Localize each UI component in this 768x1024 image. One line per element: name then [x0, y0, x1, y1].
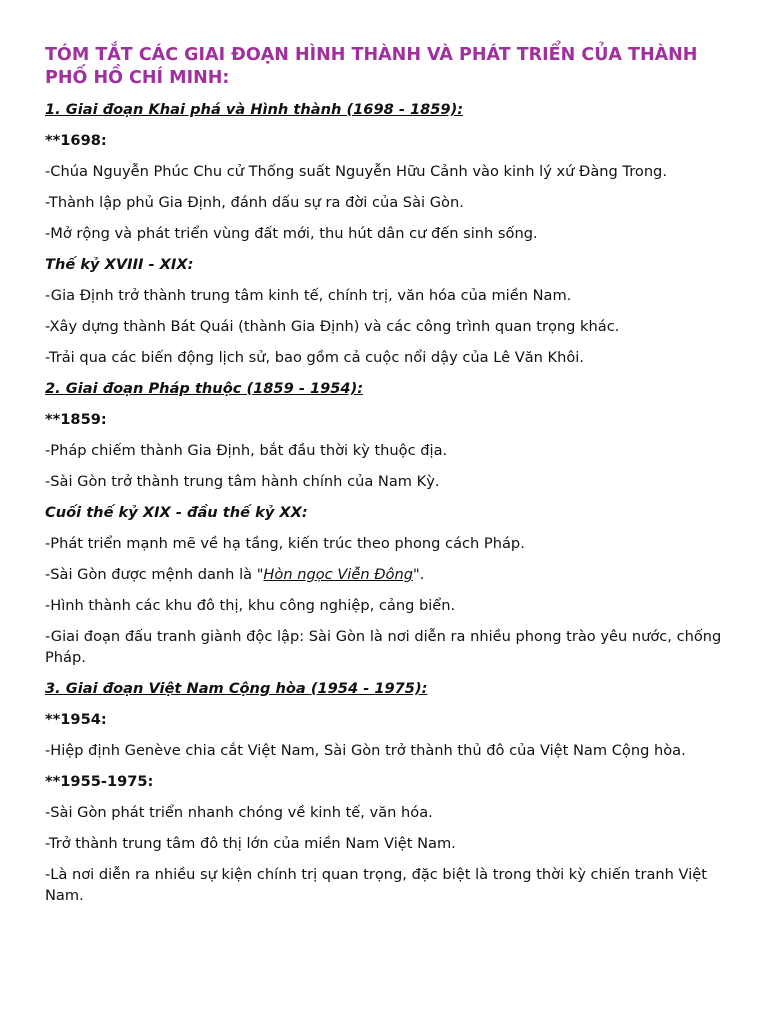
section-heading-3: 3. Giai đoạn Việt Nam Cộng hòa (1954 - 1975):	[45, 680, 428, 697]
pearl-prefix: -Sài Gòn được mệnh danh là "	[45, 566, 264, 583]
list-item: -Là nơi diễn ra nhiều sự kiện chính trị quan trọng, đặc biệt là trong thời kỳ chiến tranh Việt Nam.	[45, 866, 707, 904]
list-item: -Phát triển mạnh mẽ về hạ tầng, kiến trúc theo phong cách Pháp.	[45, 535, 525, 552]
list-item: -Xây dựng thành Bát Quái (thành Gia Định) và các công trình quan trọng khác.	[45, 318, 620, 335]
section-heading-2: 2. Giai đoạn Pháp thuộc (1859 - 1954):	[45, 380, 364, 397]
pearl-quote: Hòn ngọc Viễn Đông	[263, 566, 413, 583]
section-heading-1: 1. Giai đoạn Khai phá và Hình thành (1698 - 1859):	[45, 101, 464, 118]
list-item: -Hình thành các khu đô thị, khu công nghiệp, cảng biển.	[45, 597, 456, 614]
list-item: -Trở thành trung tâm đô thị lớn của miền Nam Việt Nam.	[45, 835, 456, 852]
list-item: -Giai đoạn đấu tranh giành độc lập: Sài Gòn là nơi diễn ra nhiều phong trào yêu nước, chống Pháp.	[45, 628, 722, 666]
list-item: -Trải qua các biến động lịch sử, bao gồm cả cuộc nổi dậy của Lê Văn Khôi.	[45, 349, 584, 366]
list-item: -Pháp chiếm thành Gia Định, bắt đầu thời kỳ thuộc địa.	[45, 442, 448, 459]
document-page	[45, 44, 725, 916]
list-item: -Sài Gòn phát triển nhanh chóng về kinh tế, văn hóa.	[45, 804, 433, 821]
list-item: -Gia Định trở thành trung tâm kinh tế, chính trị, văn hóa của miền Nam.	[45, 287, 572, 304]
year-1859: **1859:	[45, 411, 107, 428]
list-item: -Mở rộng và phát triển vùng đất mới, thu hút dân cư đến sinh sống.	[45, 225, 538, 242]
year-1955-1975: **1955-1975:	[45, 773, 154, 790]
list-item: -Chúa Nguyễn Phúc Chu cử Thống suất Nguyễn Hữu Cảnh vào kinh lý xứ Đàng Trong.	[45, 163, 667, 180]
list-item: -Hiệp định Genève chia cắt Việt Nam, Sài Gòn trở thành thủ đô của Việt Nam Cộng hòa.	[45, 742, 686, 759]
list-item: -Thành lập phủ Gia Định, đánh dấu sự ra đời của Sài Gòn.	[45, 194, 464, 211]
year-1954: **1954:	[45, 711, 107, 728]
year-1698: **1698:	[45, 132, 107, 149]
period-heading-18-19: Thế kỷ XVIII - XIX:	[45, 256, 194, 273]
document-title: TÓM TẮT CÁC GIAI ĐOẠN HÌNH THÀNH VÀ PHÁT TRIỂN CỦA THÀNH PHỐ HỒ CHÍ MINH:	[45, 45, 698, 88]
list-item-pearl	[45, 564, 725, 585]
pearl-suffix: ".	[412, 566, 425, 583]
list-item: -Sài Gòn trở thành trung tâm hành chính của Nam Kỳ.	[45, 473, 440, 490]
period-heading-19-20: Cuối thế kỷ XIX - đầu thế kỷ XX:	[45, 504, 308, 521]
